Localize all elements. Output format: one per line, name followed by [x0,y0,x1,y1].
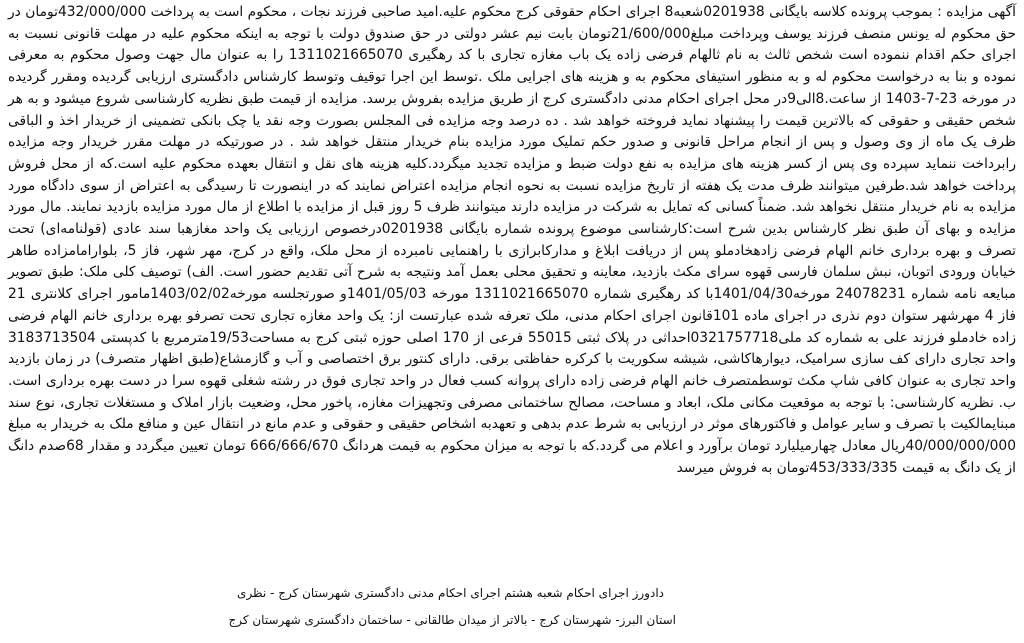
notice-signature-authority: دادورز اجرای احکام شعبه هشتم اجرای احکام مدنی دادگستری شهرستان کرج - نظری [237,586,664,600]
auction-notice [8,2,1016,479]
court-address: استان البرز- شهرستان کرج - بالاتر از میدان طالقانی - ساختمان دادگستری شهرستان کرج [228,613,676,627]
notice-body-text: آگهی مزایده : بموجب پرونده کلاسه بایگانی 0201938شعبه8 اجرای احکام حقوقی کرج محکوم علیه.امید صاحبی فرزند نجات ، محکوم است به پرداخت 432/000/000تومان در حق محکوم له یونس منصف فرزند یوسف وپرداخت مبلغ21/600/000تومان بابت نیم عشر دولتی در حق صندوق دولت با توجه به اینکه محکوم علیه در مهلت قانونی نسبت به اجرای حکم اقدام ننموده است شخص ثالث به نام ثالهام فرضی زاده یک باب مغازه تجاری با کد رهگیری 1311021665070 را به عنوان مال جهت وصول محکوم به معرفی نموده و بنا به درخواست محکوم له و به منظور استیفای محکوم به و هزینه های اجرایی ملک .توسط این اجرا توقیف وتوسط کارشناس دادگستری ارزیابی گردیده ومقرر گردیده در مورخه 23-7-1403 از ساعت.8الی9در محل اجرای احکام مدنی دادگستری کرج از طریق مزایده بفروش برسد. مزایده از قیمت طبق نظریه کارشناسی شروع میشود و به هر شخص حقیقی و حقوقی که بالاترین قیمت را پیشنهاد نماید فروخته خواهد شد . ده درصد وجه مزایده فی المجلس بصورت وجه نقد یا چک بانکی تضمینی از خریدار اخذ و الباقی ظرف یک ماه از وی وصول و پس از انجام مراحل قانونی و صدور حکم تملیک مورد مزایده بنام خریدار منتقل خواهد شد . در صورتیکه در مهلت مقرر خریدار وجه مزایده رابرداخت ننماید سپرده وی پس از کسر هزینه های مزایده به نفع دولت ضبط و مزایده تجدید میگردد.کلیه هزینه های نقل و انتقال بعهده محکوم علیه است.که از محل فروش پرداخت خواهد شد.طرفین میتوانند ظرف مدت یک هفته از تاریخ مزایده نسبت به نحوه انجام مزایده اعتراض نمایند که در اینصورت تا رسیدگی به اعتراض از سوی دادگاه مورد مزایده به نام خریدار منتقل نخواهد شد. ضمناً کسانی که تمایل به شرکت در مزایده دارند میتوانند ظرف 5 روز قبل از مزایده با اطلاع از مال مورد مزایده بازدید نمایند. مال مورد مزایده و بهای آن طبق نظر کارشناس بدین شرح است:کارشناسی موضوع پرونده شماره بایگانی 0201938درخصوص ارزیابی یک واحد مغازهبا سند عادی (قولنامه‌ای) تحت تصرف و بهره برداری خانم الهام فرضی زادهخادملو پس از دریافت ابلاغ و مدارکابرازی با راهنمایی نامبرده از محل ملک، واقع در کرج، مهر شهر، فاز 5، بلوارامامزاده طاهر خیابان ورودی اتوبان، نبش سلمان فارسی قهوه سرای مکث بازدید، معاینه و تحقیق محلی بعمل آمد ونتیجه به شرح آتی تقدیم حضور است. الف) توصیف کلی ملک: طبق تصویر مبایعه نامه شماره 24078231 مورخه1401/04/30با کد رهگیری شماره 1311021665070 مورخه 1401/05/03و صورتجلسه مورخه1403/02/02مامور اجرای کلانتری 21 فاز 4 مهرشهر ستوان دوم نذری در اجرای ماده 101قانون اجرای احکام مدنی، ملک تعرفه شده عبارتست از: یک واحد مغازه تجاری تحت تصرفو بهره برداری خانم الهام فرضی زاده خادملو فرزند علی به شماره کد ملی0321757718احداثی در پلاک ثبتی 55015 فرعی از 170 اصلی حوزه ثبتی کرج به مساحت19/53مترمربع با کدپستی 3183713504 واحد تجاری دارای کف سازی سرامیک، دیوارهاکاشی، شیشه سکوریت با کرکره حفاظتی برقی. دارای کنتور برق اختصاصی و آب و گازمشاع(طبق اظهار متصرف) در زمان بازدید واحد تجاری به عنوان کافی شاپ مکث توسطمتصرف خانم الهام فرضی زاده دارای پروانه کسب فعال در واحد تجاری فوق در رشته شغلی قهوه سرا در دست بهره برداری است. ب. نظریه کارشناسی: با توجه به موقعیت مکانی ملک، ابعاد و مساحت، مصالح ساختمانی مصرفی وتجهیزات مغازه، پاخور محل، وضعیت بازار املاک و مستغلات تجاری، نوع سند مبنایمالکیت با تصرف و سایر عوامل و فاکتورهای موثر در ارزیابی به شرط عدم بدهی و تعهدبه اشخاص حقیقی و حقوقی و عدم مانع در انتقال عین و منافع ملک به خریدار به مبلغ 40/000/000/000ریال معادل چهارمیلیارد تومان برآورد و اعلام می گردد.که با توجه به میزان محکوم به قیمت هردانگ 666/666/670 تومان تعیین میگردد و مقدار 68صدم دانگ از یک دانگ به قیمت 453/333/335تومان به فروش میرسد [8,4,1017,476]
